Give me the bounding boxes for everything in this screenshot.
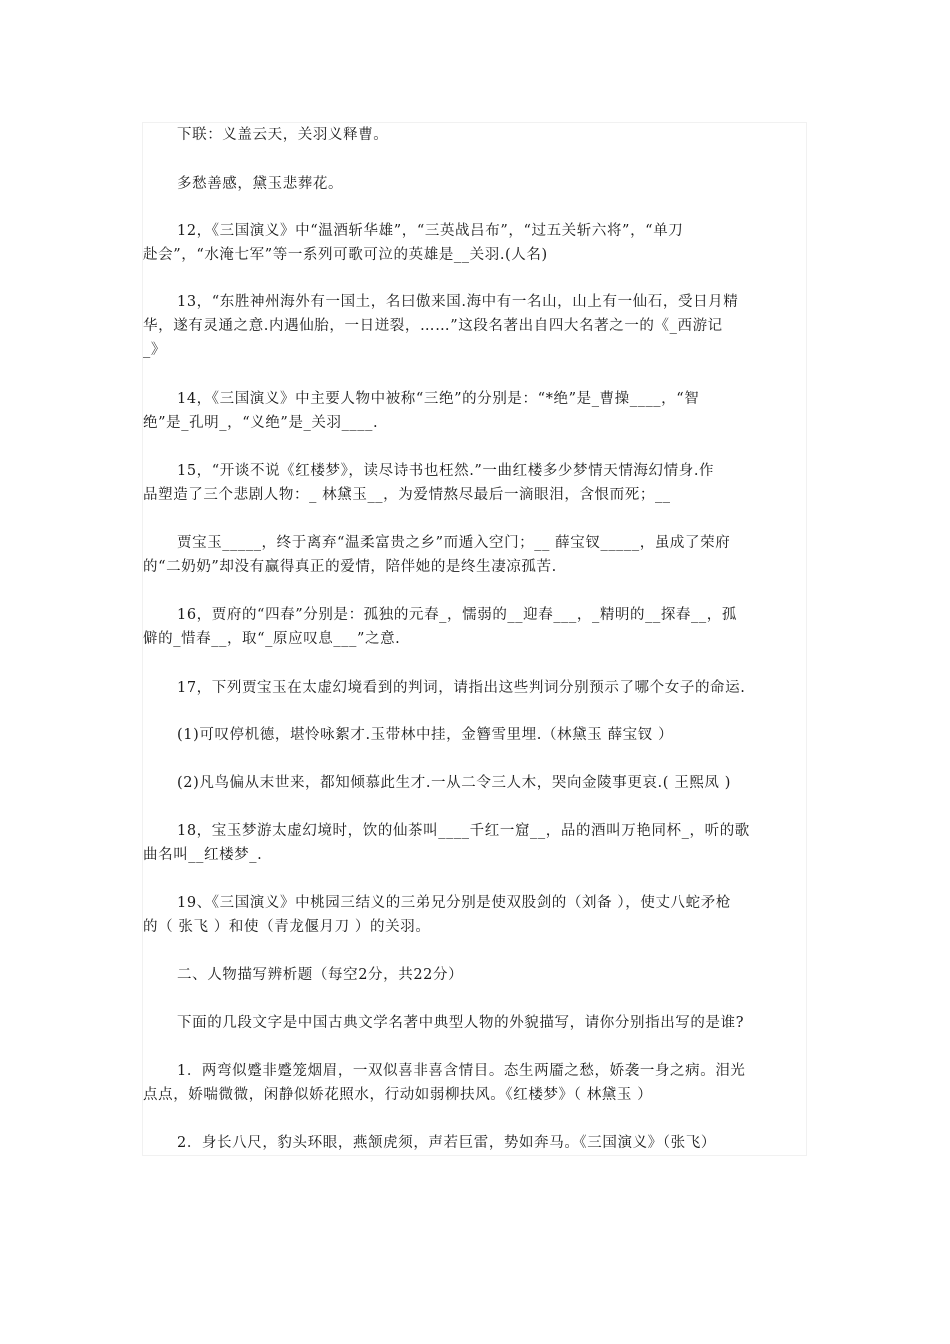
text-line: 19、《三国演义》中桃园三结义的三弟兄分别是使双股剑的（刘备 ），使丈八蛇矛枪 — [177, 895, 731, 911]
p-q15b — [143, 531, 806, 579]
text-line: 的“二奶奶”却没有赢得真正的爱情，陪伴她的是终生凄凉孤苦. — [143, 559, 557, 575]
p-q17 — [143, 676, 806, 700]
p-q13 — [143, 290, 806, 362]
p-q16 — [143, 603, 806, 651]
p-q14 — [143, 387, 806, 435]
text-line: 18，宝玉梦游太虚幻境时，饮的仙茶叫____千红一窟__，品的酒叫万艳同杯_，听的歌 — [177, 823, 750, 839]
p-couplet — [143, 123, 806, 147]
p-q15 — [143, 459, 806, 507]
p-q17-1 — [143, 723, 806, 747]
text-line: 赴会”，“水淹七军”等一系列可歌可泣的英雄是__关羽.(人名) — [143, 247, 548, 263]
document-page — [143, 123, 806, 1155]
text-line: 贾宝玉_____，终于离弃“温柔富贵之乡”而遁入空门；__ 薛宝钗_____，虽成了荣府 — [177, 535, 731, 551]
text-line: 二、人物描写辨析题（每空2分，共22分） — [177, 967, 464, 983]
p-q19 — [143, 891, 806, 939]
text-line: 15，“开谈不说《红楼梦》，读尽诗书也枉然.”一曲红楼多少梦情天情海幻情身.作 — [177, 463, 715, 479]
p-daiyu — [143, 172, 806, 196]
text-line: (2)凡鸟偏从末世来，都知倾慕此生才.一从二令三人木，哭向金陵事更哀.( 王熙凤 ) — [177, 775, 731, 791]
p-q18 — [143, 819, 806, 867]
text-line: 下联：义盖云天，关羽义释曹。 — [177, 127, 389, 143]
text-line: 品塑造了三个悲剧人物：_ 林黛玉__，为爱情熬尽最后一滴眼泪，含恨而死；__ — [143, 487, 671, 503]
p-item1 — [143, 1059, 806, 1107]
text-line: 点点，娇喘微微，闲静似娇花照水，行动如弱柳扶风。《红楼梦》（ 林黛玉 ） — [143, 1087, 653, 1103]
text-line: 绝”是_孔明_，“义绝”是_关羽____. — [143, 415, 379, 431]
text-line: 2．身长八尺，豹头环眼，燕颔虎须，声若巨雷，势如奔马。《三国演义》（张飞） — [177, 1135, 716, 1151]
text-line: (1)可叹停机德，堪怜咏絮才.玉带林中挂，金簪雪里埋.（林黛玉 薛宝钗 ） — [177, 727, 674, 743]
text-line: 多愁善感，黛玉悲葬花。 — [177, 176, 344, 192]
text-line: 14，《三国演义》中主要人物中被称“三绝”的分别是：“*绝”是_曹操____，“智 — [177, 391, 700, 407]
p-q12 — [143, 219, 806, 267]
text-line: 华，遂有灵通之意.内遇仙胎，一日迸裂，……”这段名著出自四大名著之一的《_西游记 — [143, 318, 723, 334]
text-line: 17，下列贾宝玉在太虚幻境看到的判词，请指出这些判词分别预示了哪个女子的命运. — [177, 680, 746, 696]
text-line: 12，《三国演义》中“温酒斩华雄”，“三英战吕布”，“过五关斩六将”，“单刀 — [177, 223, 684, 239]
p-q17-2 — [143, 771, 806, 795]
text-line: 曲名叫__红楼梦_. — [143, 847, 263, 863]
p-section2 — [143, 963, 806, 987]
p-item2 — [143, 1131, 806, 1155]
text-line: _》 — [143, 342, 166, 358]
text-line: 僻的_惜春__，取“_原应叹息___”之意. — [143, 631, 401, 647]
text-line: 下面的几段文字是中国古典文学名著中典型人物的外貌描写，请你分别指出写的是谁? — [177, 1015, 745, 1031]
text-line: 13，“东胜神州海外有一国土，名曰傲来国.海中有一名山，山上有一仙石，受日月精 — [177, 294, 739, 310]
p-instruction — [143, 1011, 806, 1035]
text-line: 1．两弯似蹙非蹙笼烟眉，一双似喜非喜含情目。态生两靥之愁，娇袭一身之病。泪光 — [177, 1063, 746, 1079]
text-line: 16，贾府的“四春”分别是：孤独的元春_，懦弱的__迎春___，_精明的__探春__，孤 — [177, 607, 737, 623]
text-line: 的（ 张飞 ）和使（青龙偃月刀 ）的关羽。 — [143, 919, 431, 935]
